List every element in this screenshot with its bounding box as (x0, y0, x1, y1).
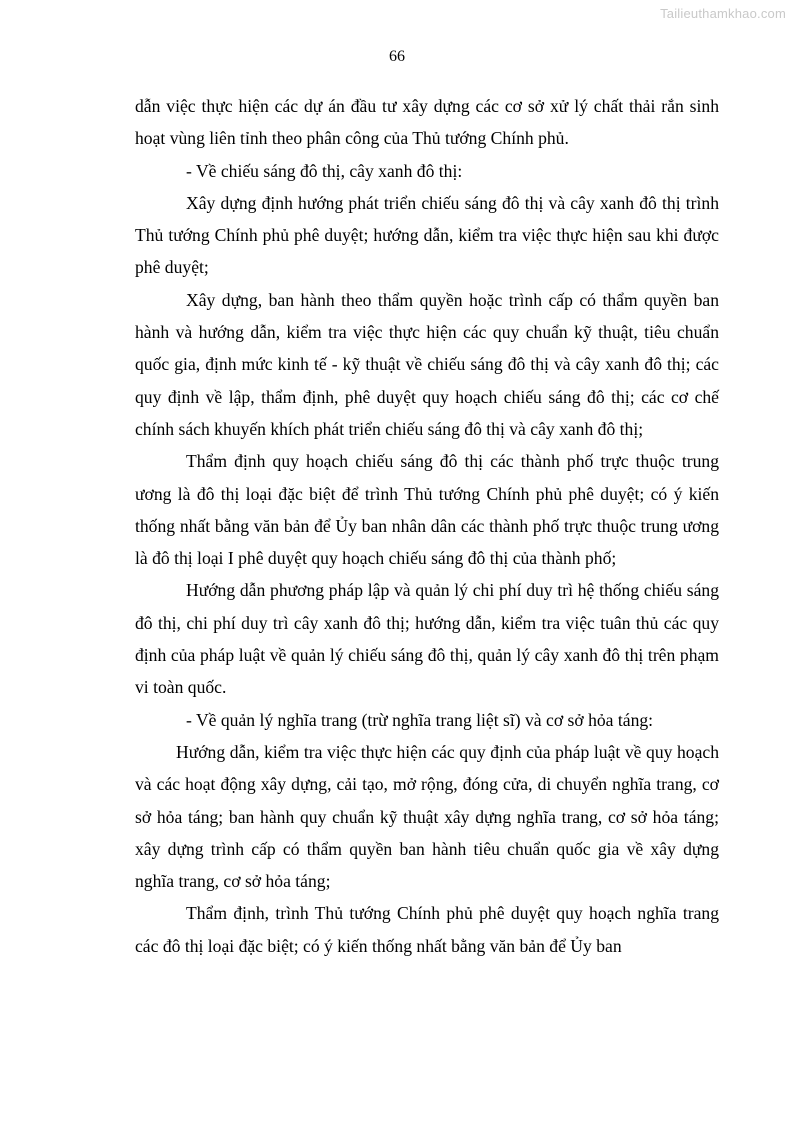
paragraph-cemetery-guidance: Hướng dẫn, kiểm tra việc thực hiện các quy định của pháp luật về quy hoạch và các hoạt động xây dựng, cải tạo, mở rộng, đóng cửa, di chuyển nghĩa trang, cơ sở hỏa táng; ban hành quy chuẩn kỹ thuật xây dựng nghĩa trang, cơ sở hỏa táng; xây dựng trình cấp có thẩm quyền ban hành tiêu chuẩn quốc gia về xây dựng nghĩa trang, cơ sở hỏa táng; (135, 741, 719, 892)
paragraph-lighting-orientation: Xây dựng định hướng phát triển chiếu sáng đô thị và cây xanh đô thị trình Thủ tướng Chính phủ phê duyệt; hướng dẫn, kiểm tra việc thực hiện sau khi được phê duyệt; (135, 192, 719, 278)
paragraph-cemetery-appraisal: Thẩm định, trình Thủ tướng Chính phủ phê duyệt quy hoạch nghĩa trang các đô thị loại đặc biệt; có ý kiến thống nhất bằng văn bản để Ủy ban (135, 903, 719, 956)
section-heading-cemetery-management: - Về quản lý nghĩa trang (trừ nghĩa trang liệt sĩ) và cơ sở hỏa táng: (186, 709, 654, 730)
paragraph-lighting-appraisal: Thẩm định quy hoạch chiếu sáng đô thị các thành phố trực thuộc trung ương là đô thị loại đặc biệt để trình Thủ tướng Chính phủ phê duyệt; có ý kiến thống nhất bằng văn bản để Ủy ban nhân dân các thành phố trực thuộc trung ương là đô thị loại I phê duyệt quy hoạch chiếu sáng đô thị của thành phố; (135, 451, 719, 569)
page-number: 66 (389, 48, 405, 65)
paragraph-lighting-costs: Hướng dẫn phương pháp lập và quản lý chi phí duy trì hệ thống chiếu sáng đô thị, chi phí duy trì cây xanh đô thị; hướng dẫn, kiểm tra việc tuân thủ các quy định của pháp luật về quản lý chiếu sáng đô thị, quản lý cây xanh đô thị trên phạm vi toàn quốc. (135, 580, 719, 698)
section-heading-urban-lighting: - Về chiếu sáng đô thị, cây xanh đô thị: (186, 160, 463, 181)
paragraph-lighting-regulations: Xây dựng, ban hành theo thẩm quyền hoặc trình cấp có thẩm quyền ban hành và hướng dẫn, kiểm tra việc thực hiện các quy chuẩn kỹ thuật, tiêu chuẩn quốc gia, định mức kinh tế - kỹ thuật về chiếu sáng đô thị và cây xanh đô thị; các quy định về lập, thẩm định, phê duyệt quy hoạch chiếu sáng đô thị; các cơ chế chính sách khuyến khích phát triển chiếu sáng đô thị và cây xanh đô thị; (135, 289, 719, 439)
paragraph-intro-continuation: dẫn việc thực hiện các dự án đầu tư xây dựng các cơ sở xử lý chất thải rắn sinh hoạt vùng liên tỉnh theo phân công của Thủ tướng Chính phủ. (135, 96, 719, 149)
document-body (135, 90, 719, 962)
watermark-text: Tailieuthamkhao.com (660, 6, 786, 21)
